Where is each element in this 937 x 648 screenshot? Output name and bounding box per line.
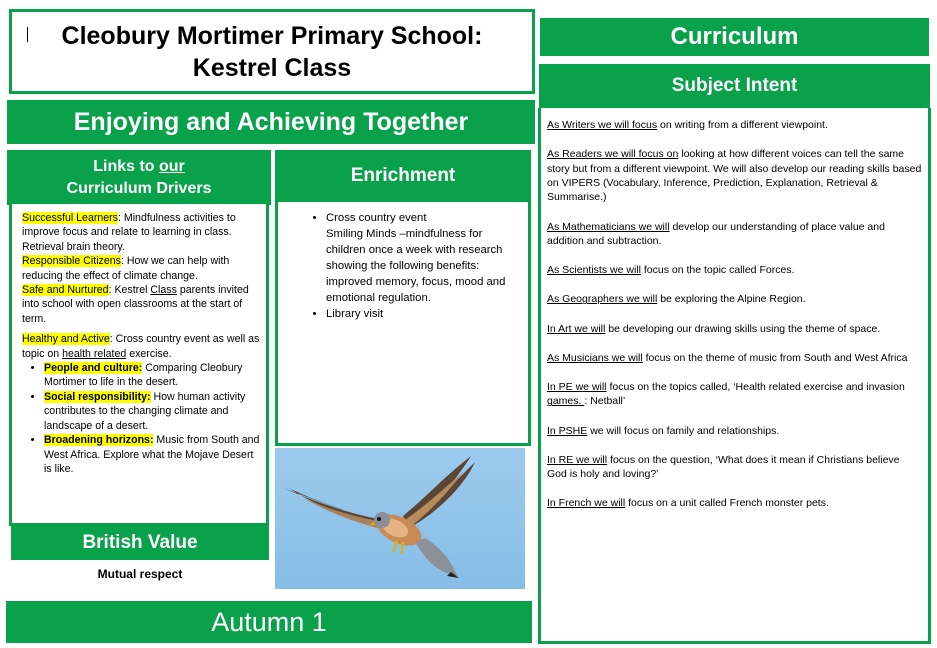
list-item: • Cross country event Smiling Minds –mindfulness for children once a week with research showing the following benefits: improved memory, focus, mood and emotional regulation.: [326, 210, 520, 306]
school-title-line2: Kestrel Class: [192, 53, 352, 82]
kestrel-icon: [275, 448, 525, 589]
list-item: As Mathematicians we will develop our understanding of place value and addition and subtraction.: [547, 220, 885, 248]
list-item: As Musicians we will focus on the theme of music from South and West Africa: [547, 351, 908, 364]
driver-responsible-citizens: Responsible Citizens: How we can help with reducing the effect of climate change.: [22, 255, 230, 282]
british-value-heading: British Value: [11, 525, 269, 560]
drivers-heading: [7, 150, 271, 205]
list-item: As Geographers we will be exploring the Alpine Region.: [547, 293, 806, 306]
text-cursor: [27, 27, 28, 42]
enrichment-heading: Enrichment: [275, 150, 531, 202]
drivers-heading-line2: Curriculum Drivers: [66, 179, 212, 197]
driver-safe-nurtured: Safe and Nurtured: Kestrel Class parents invited into school with open classrooms at the start of term.: [22, 284, 249, 325]
drivers-panel: [9, 204, 269, 526]
drivers-heading-prefix: Links to: [93, 157, 159, 175]
term-heading: Autumn 1: [6, 601, 532, 643]
school-title-box: [9, 9, 535, 94]
kestrel-bird-photo: [275, 448, 525, 589]
list-item: In PE we will focus on the topics called, ‘Health related exercise and invasion games. : Netball’: [547, 381, 905, 408]
list-item: In Art we will be developing our drawing skills using the theme of space.: [547, 322, 881, 335]
list-item: In PSHE we will focus on family and relationships.: [547, 424, 780, 437]
enrichment-panel: [275, 202, 531, 446]
drivers-heading-our: our: [159, 157, 185, 175]
drivers-bullet-list: [22, 361, 260, 476]
list-item: • People and culture: Comparing Cleobury Mortimer to life in the desert.: [44, 361, 260, 390]
list-item: • Social responsibility: How human activity contributes to the changing climate and landscape of a desert.: [44, 390, 260, 433]
list-item: As Writers we will focus on writing from a different viewpoint.: [547, 119, 828, 131]
curriculum-heading: Curriculum: [540, 18, 929, 56]
list-item: In French we will focus on a unit called French monster pets.: [547, 497, 829, 510]
driver-successful-learners: Successful Learners: Mindfulness activities to improve focus and relate to learning in class. Retrieval brain theory.: [22, 212, 236, 253]
banner-heading: Enjoying and Achieving Together: [7, 100, 535, 144]
british-value-text: Mutual respect: [97, 567, 183, 581]
list-item: As Readers we will focus on looking at how different voices can tell the same story but from a different viewpoint. We will also develop our reading skills based on VIPERS (Vocabulary, Inference, Prediction, Explanation, Retrieval & Summarise.): [547, 148, 922, 204]
driver-healthy-active: Healthy and Active: Cross country event as well as topic on health related exercise.: [22, 333, 260, 360]
list-item: In RE we will focus on the question, ‘What does it mean if Christians believe God is holy and loving?’: [547, 453, 900, 481]
subject-intent-heading: Subject Intent: [539, 64, 930, 108]
list-item: • Broadening horizons: Music from South and West Africa. Explore what the Mojave Desert is like.: [44, 433, 260, 476]
list-item: As Scientists we will focus on the topic called Forces.: [547, 264, 795, 277]
subject-intent-panel: [538, 108, 931, 644]
school-title-line1: Cleobury Mortimer Primary School:: [61, 21, 483, 50]
list-item: • Library visit: [326, 306, 520, 322]
